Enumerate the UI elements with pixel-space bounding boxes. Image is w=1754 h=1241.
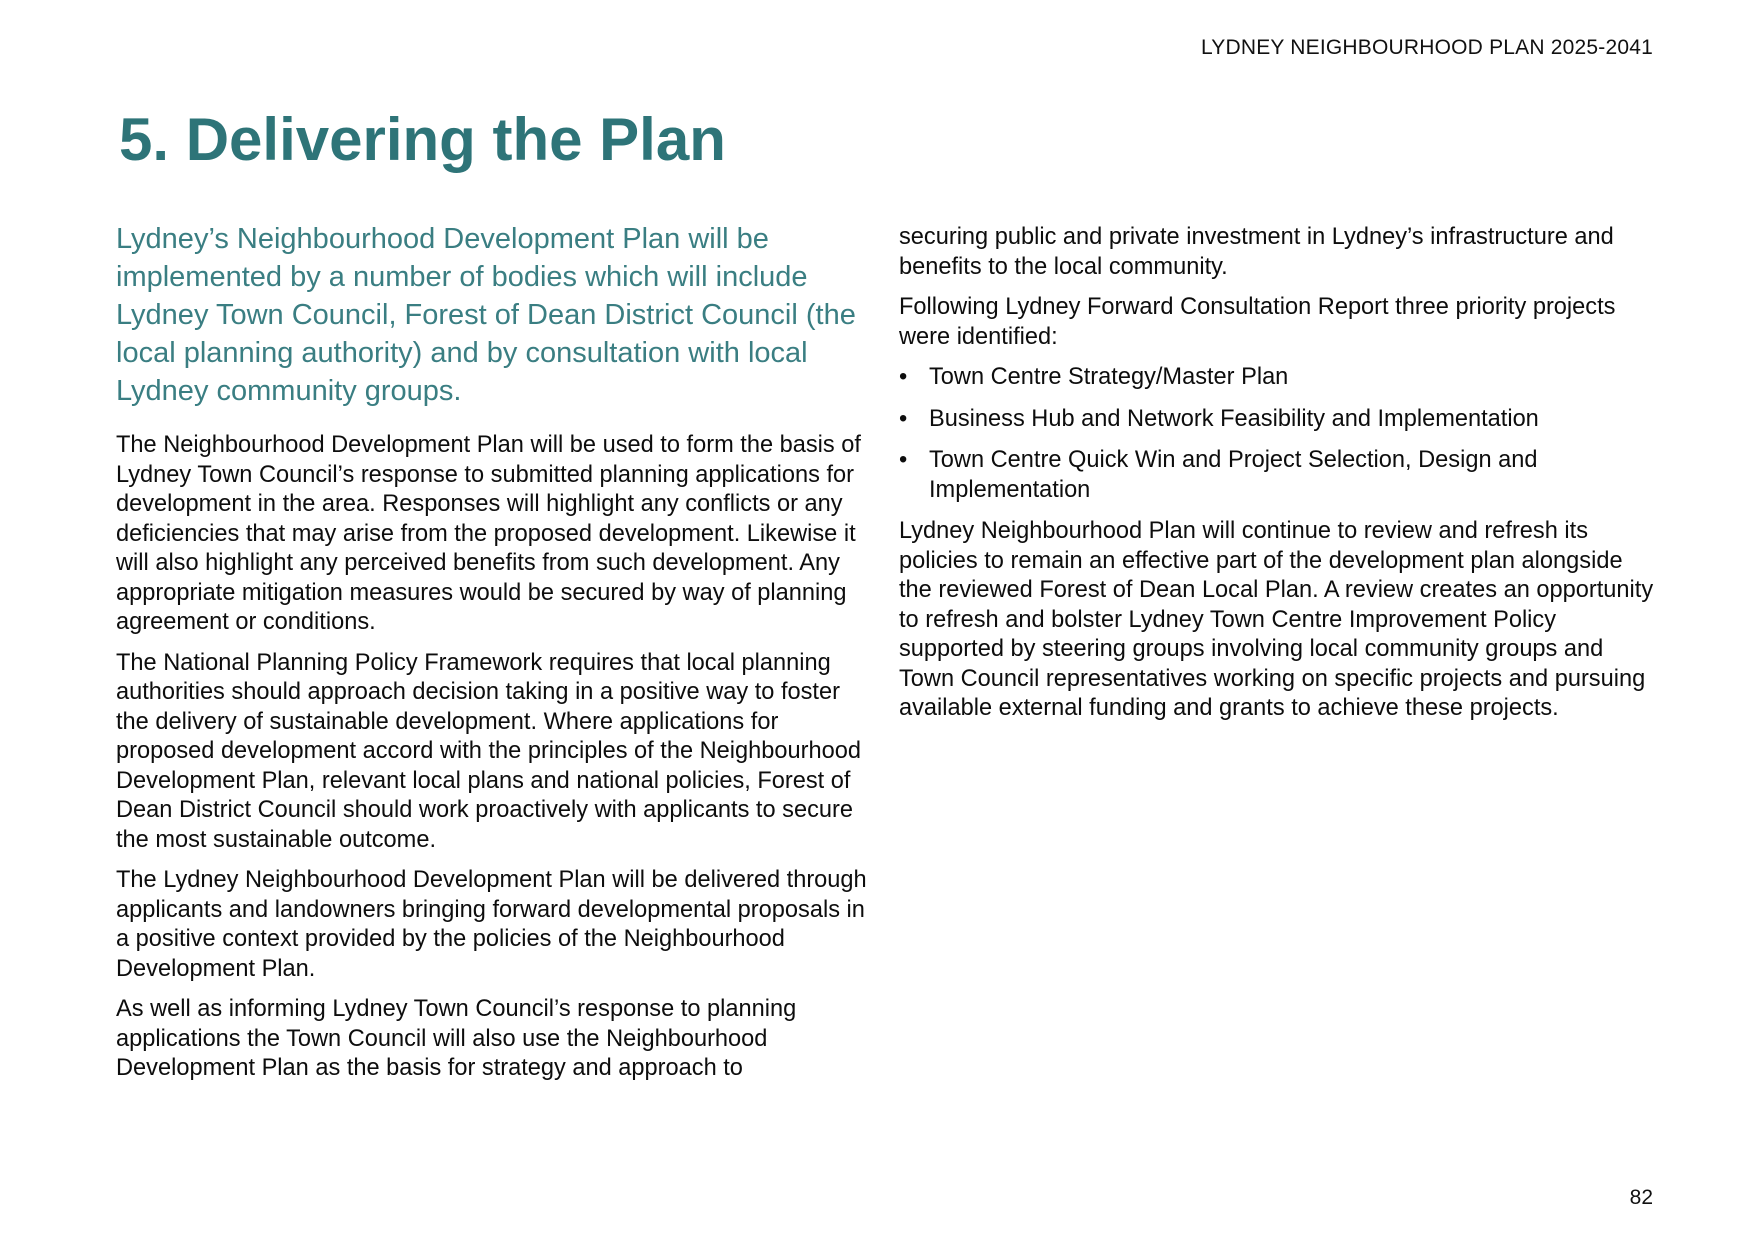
bullet-icon: •: [899, 364, 908, 390]
list-item-text: Town Centre Quick Win and Project Selection, Design and Implementation: [929, 447, 1538, 503]
body-paragraph: The Lydney Neighbourhood Development Plan will be delivered through applicants and landowners bringing forward developmental proposals in a positive context provided by the policies of the Neighbourhood Development Plan.: [116, 867, 867, 982]
body-paragraph: As well as informing Lydney Town Council’s response to planning applications the Town Council will also use the Neighbourhood Development Plan as the basis for strategy and approach to: [116, 996, 797, 1081]
list-item: [899, 405, 1659, 435]
list-item: [899, 446, 1659, 505]
body-paragraph: The National Planning Policy Framework requires that local planning authorities should approach decision taking in a positive way to foster the delivery of sustainable development. Where applications for proposed development accord with the principles of the Neighbourhood Development Plan, relevant local plans and national policies, Forest of Dean District Council should work proactively with applicants to secure the most sustainable outcome.: [116, 649, 861, 853]
bullet-icon: •: [899, 447, 908, 473]
list-item-text: Business Hub and Network Feasibility and Implementation: [929, 405, 1539, 432]
list-item-text: Town Centre Strategy/Master Plan: [929, 364, 1289, 390]
intro-paragraph: Lydney’s Neighbourhood Development Plan will be implemented by a number of bodies which will include Lydney Town Council, Forest of Dean District Council (the local planning authority) and by consultation with local Lydney community groups.: [116, 223, 856, 407]
left-column: [116, 220, 876, 1095]
body-paragraph: Lydney Neighbourhood Plan will continue to review and refresh its policies to remain an effective part of the development plan alongside the reviewed Forest of Dean Local Plan. A review creates an opportunity to refresh and bolster Lydney Town Centre Improvement Policy supported by steering groups involving local community groups and Town Council representatives working on specific projects and pursuing available external funding and grants to achieve these projects.: [899, 518, 1654, 721]
right-column: [899, 220, 1659, 735]
running-header: LYDNEY NEIGHBOURHOOD PLAN 2025-2041: [1200, 36, 1653, 59]
body-paragraph: The Neighbourhood Development Plan will be used to form the basis of Lydney Town Council’s response to submitted planning applications for development in the area. Responses will highlight any conflicts or any deficiencies that may arise from the proposed development. Likewise it will also highlight any perceived benefits from such development. Any appropriate mitigation measures would be secured by way of planning agreement or conditions.: [116, 432, 861, 635]
page-number: 82: [1629, 1186, 1653, 1209]
priority-projects-list: [899, 363, 1659, 505]
body-paragraph: securing public and private investment in Lydney’s infrastructure and benefits to the local community.: [899, 224, 1614, 280]
bullet-icon: •: [899, 405, 908, 432]
body-paragraph: Following Lydney Forward Consultation Report three priority projects were identified:: [899, 294, 1616, 350]
list-item: [899, 363, 1659, 393]
page-title: 5. Delivering the Plan: [119, 106, 726, 173]
